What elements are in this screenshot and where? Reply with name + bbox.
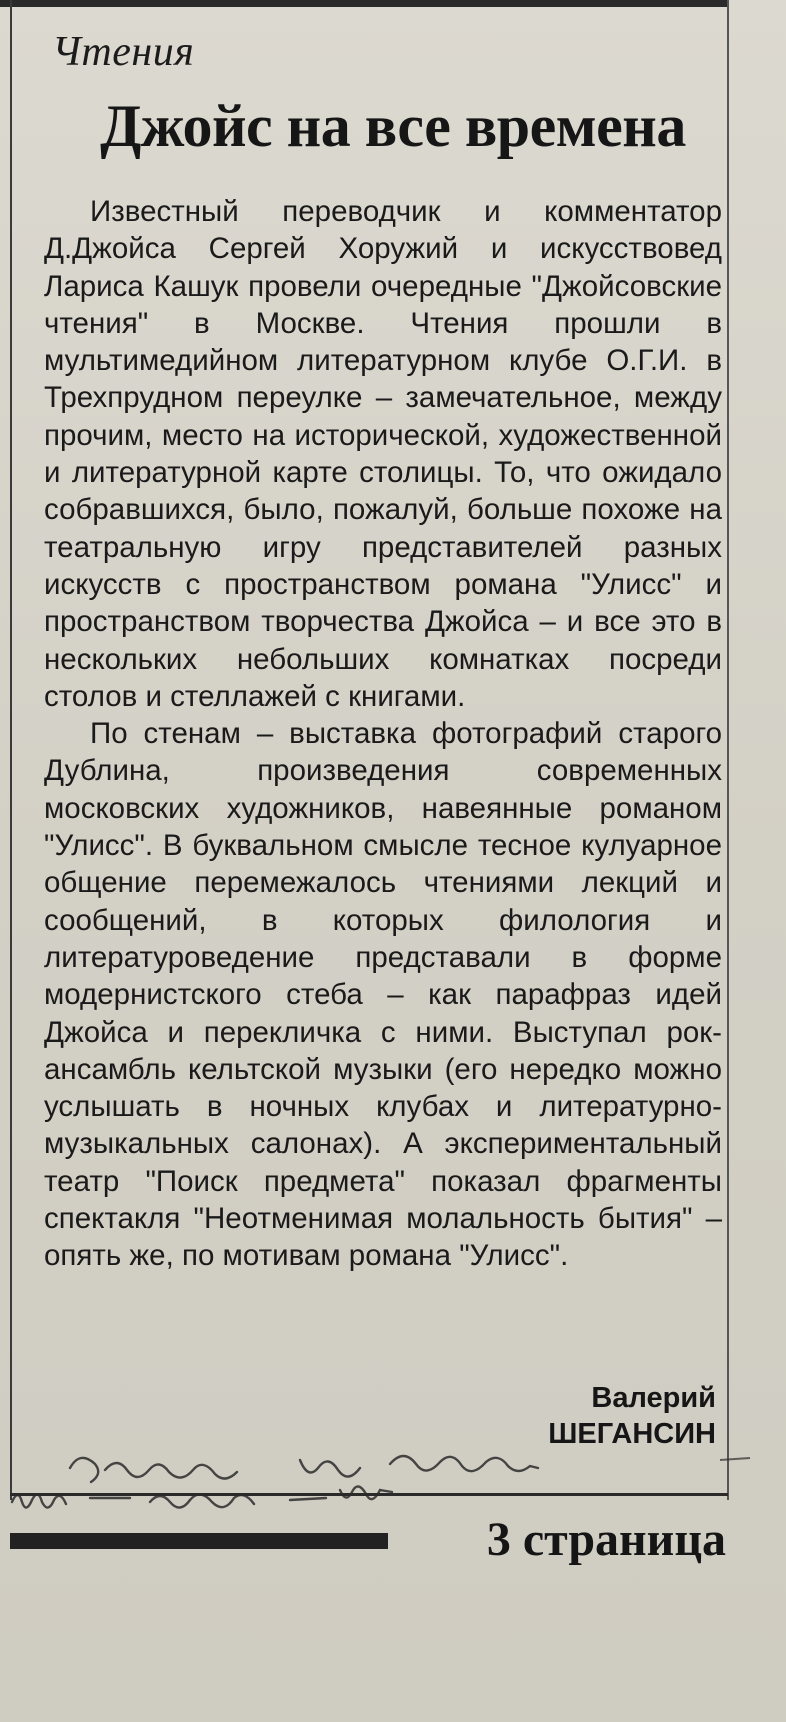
left-column-rule: [10, 0, 12, 1500]
handwriting-line-1-stroke: [70, 1456, 538, 1482]
bottom-rule: [10, 1493, 728, 1496]
handwriting-underline: [720, 1458, 750, 1460]
section-rubric: Чтения: [52, 29, 195, 75]
article-body: [44, 193, 722, 1275]
author-last-name: ШЕГАНСИН: [548, 1418, 716, 1450]
bottom-black-bar: [10, 1533, 388, 1549]
right-column-rule: [727, 0, 729, 1500]
author-byline: [440, 1380, 716, 1452]
top-rule-bar: [0, 0, 728, 7]
author-first-name: Валерий: [591, 1382, 716, 1414]
article-paragraph-1: Известный переводчик и комментатор Д.Джойса Сергей Хоружий и искусствовед Лариса Кашук провели очередные "Джойсовские чтения" в Москве. Чтения прошли в мультимедийном литературном клубе О.Г.И. в Трехпрудном переулке – замечательное, между прочим, место на исторической, художественной и литературной карте столицы. То, что ожидало собравшихся, было, пожалуй, больше похоже на театральную игру представителей разных искусств с пространством романа "Улисс" и пространством творчества Джойса – и все это в нескольких небольших комнатках посреди столов и стеллажей с книгами.: [44, 195, 722, 713]
handwriting-line-1-text: Экран и сцена.: [70, 1450, 259, 1483]
page-number-label: 3 страница: [486, 1513, 726, 1566]
handwriting-line-2-stroke: [12, 1486, 392, 1507]
article-paragraph-2: По стенам – выставка фотографий старого Дублина, произведения современных московских художников, навеянные романом "Улисс". В буквальном смысле тесное кулуарное общение перемежалось чтениями лекций и сообщений, в которых филология и литературоведение представали в форме модернистского стеба – как парафраз идей Джойса и перекличка с ними. Выступал рок-ансамбль кельтской музыки (его нередко можно услышать в ночных клубах и литературно-музыкальных салонах). А экспериментальный театр "Поиск предмета" показал фрагменты спектакля "Неотменимая молальность бытия" – опять же, по мотивам романа "Улисс".: [44, 717, 722, 1273]
article-headline: Джойс на все времена: [100, 93, 686, 159]
handwriting-line-2-text: 1999 - июль - 26: [12, 1487, 188, 1516]
